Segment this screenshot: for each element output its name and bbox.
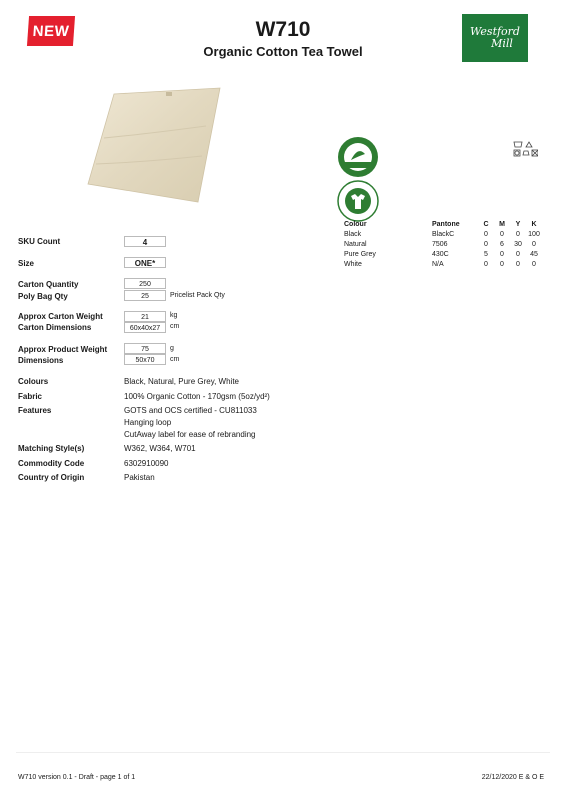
pantone-cell: 7506 <box>432 241 448 248</box>
c-cell: 0 <box>484 241 488 248</box>
c-header: C <box>483 221 489 228</box>
pantone-cell: BlackC <box>432 231 455 238</box>
y-cell: 0 <box>516 261 520 268</box>
colour-table <box>344 220 542 270</box>
product-weight-value: 75 <box>124 343 166 354</box>
product-weight-label: Approx Product Weight <box>18 345 108 354</box>
k-cell: 45 <box>530 251 538 258</box>
care-symbols-icon <box>512 140 538 158</box>
m-header: M <box>499 221 505 228</box>
colour-header: Colour <box>344 221 367 228</box>
table-row <box>344 260 542 270</box>
carton-quantity-label: Carton Quantity <box>18 280 79 289</box>
pantone-header: Pantone <box>432 221 460 228</box>
m-cell: 0 <box>500 231 504 238</box>
y-header: Y <box>515 221 521 228</box>
carton-weight-label: Approx Carton Weight <box>18 312 103 321</box>
poly-bag-qty-value: 25 <box>124 290 166 301</box>
westford-mill-logo: Westford Mill <box>462 14 528 62</box>
pantone-cell: 430C <box>432 251 449 258</box>
carton-dimensions-label: Carton Dimensions <box>18 323 92 332</box>
fabric-value: 100% Organic Cotton - 170gsm (5oz/yd²) <box>124 392 270 401</box>
colour-cell: Black <box>344 231 362 238</box>
m-cell: 6 <box>500 241 504 248</box>
m-cell: 0 <box>500 251 504 258</box>
country-of-origin-value: Pakistan <box>124 473 155 482</box>
carton-weight-unit: kg <box>170 312 178 319</box>
product-weight-unit: g <box>170 345 174 352</box>
footer-version: W710 version 0.1 - Draft - page 1 of 1 <box>18 774 136 781</box>
commodity-code-label: Commodity Code <box>18 459 85 468</box>
dimensions-label: Dimensions <box>18 356 64 365</box>
commodity-code-value: 6302910090 <box>124 459 169 468</box>
table-row <box>344 240 542 250</box>
footer-divider <box>16 752 550 753</box>
table-row <box>344 230 542 240</box>
table-row <box>344 250 542 260</box>
organic-content-standard-icon <box>337 136 379 178</box>
pantone-cell: N/A <box>432 261 444 268</box>
global-organic-textile-standard-icon <box>337 180 379 222</box>
product-name: Organic Cotton Tea Towel <box>203 44 363 59</box>
size-label: Size <box>18 259 35 268</box>
m-cell: 0 <box>500 261 504 268</box>
carton-dimensions-value: 60x40x27 <box>124 322 166 333</box>
sku-count-label: SKU Count <box>18 237 61 246</box>
dimensions-value: 50x70 <box>124 354 166 365</box>
colour-cell: Pure Grey <box>344 251 376 258</box>
matching-styles-value: W362, W364, W701 <box>124 444 196 453</box>
k-header: K <box>531 221 537 228</box>
feature-item: CutAway label for ease of rebranding <box>124 430 256 439</box>
feature-item: GOTS and OCS certified - CU811033 <box>124 406 257 415</box>
c-cell: 5 <box>484 251 488 258</box>
country-of-origin-label: Country of Origin <box>18 473 85 482</box>
colours-label: Colours <box>18 377 49 386</box>
carton-dimensions-unit: cm <box>170 323 180 330</box>
y-cell: 30 <box>514 241 522 248</box>
features-label: Features <box>18 406 52 415</box>
size-value: ONE* <box>124 257 166 268</box>
y-cell: 0 <box>516 231 520 238</box>
poly-bag-qty-label: Poly Bag Qty <box>18 292 68 301</box>
poly-bag-note: Pricelist Pack Qty <box>170 292 225 299</box>
colours-value: Black, Natural, Pure Grey, White <box>124 377 239 386</box>
matching-styles-label: Matching Style(s) <box>18 444 85 453</box>
feature-item: Hanging loop <box>124 418 172 427</box>
fabric-label: Fabric <box>18 392 43 401</box>
colour-cell: White <box>344 261 362 268</box>
k-cell: 0 <box>532 241 536 248</box>
colour-cell: Natural <box>344 241 367 248</box>
product-code: W710 <box>255 18 311 41</box>
dimensions-unit: cm <box>170 356 180 363</box>
footer-date: 22/12/2020 E & O E <box>481 774 544 781</box>
sku-count-value: 4 <box>124 236 166 247</box>
k-cell: 0 <box>532 261 536 268</box>
new-badge: NEW <box>27 16 75 46</box>
c-cell: 0 <box>484 261 488 268</box>
tea-towel-image <box>86 86 226 216</box>
y-cell: 0 <box>516 251 520 258</box>
k-cell: 100 <box>528 231 540 238</box>
c-cell: 0 <box>484 231 488 238</box>
carton-quantity-value: 250 <box>124 278 166 289</box>
colour-table-header <box>344 220 542 230</box>
carton-weight-value: 21 <box>124 311 166 322</box>
